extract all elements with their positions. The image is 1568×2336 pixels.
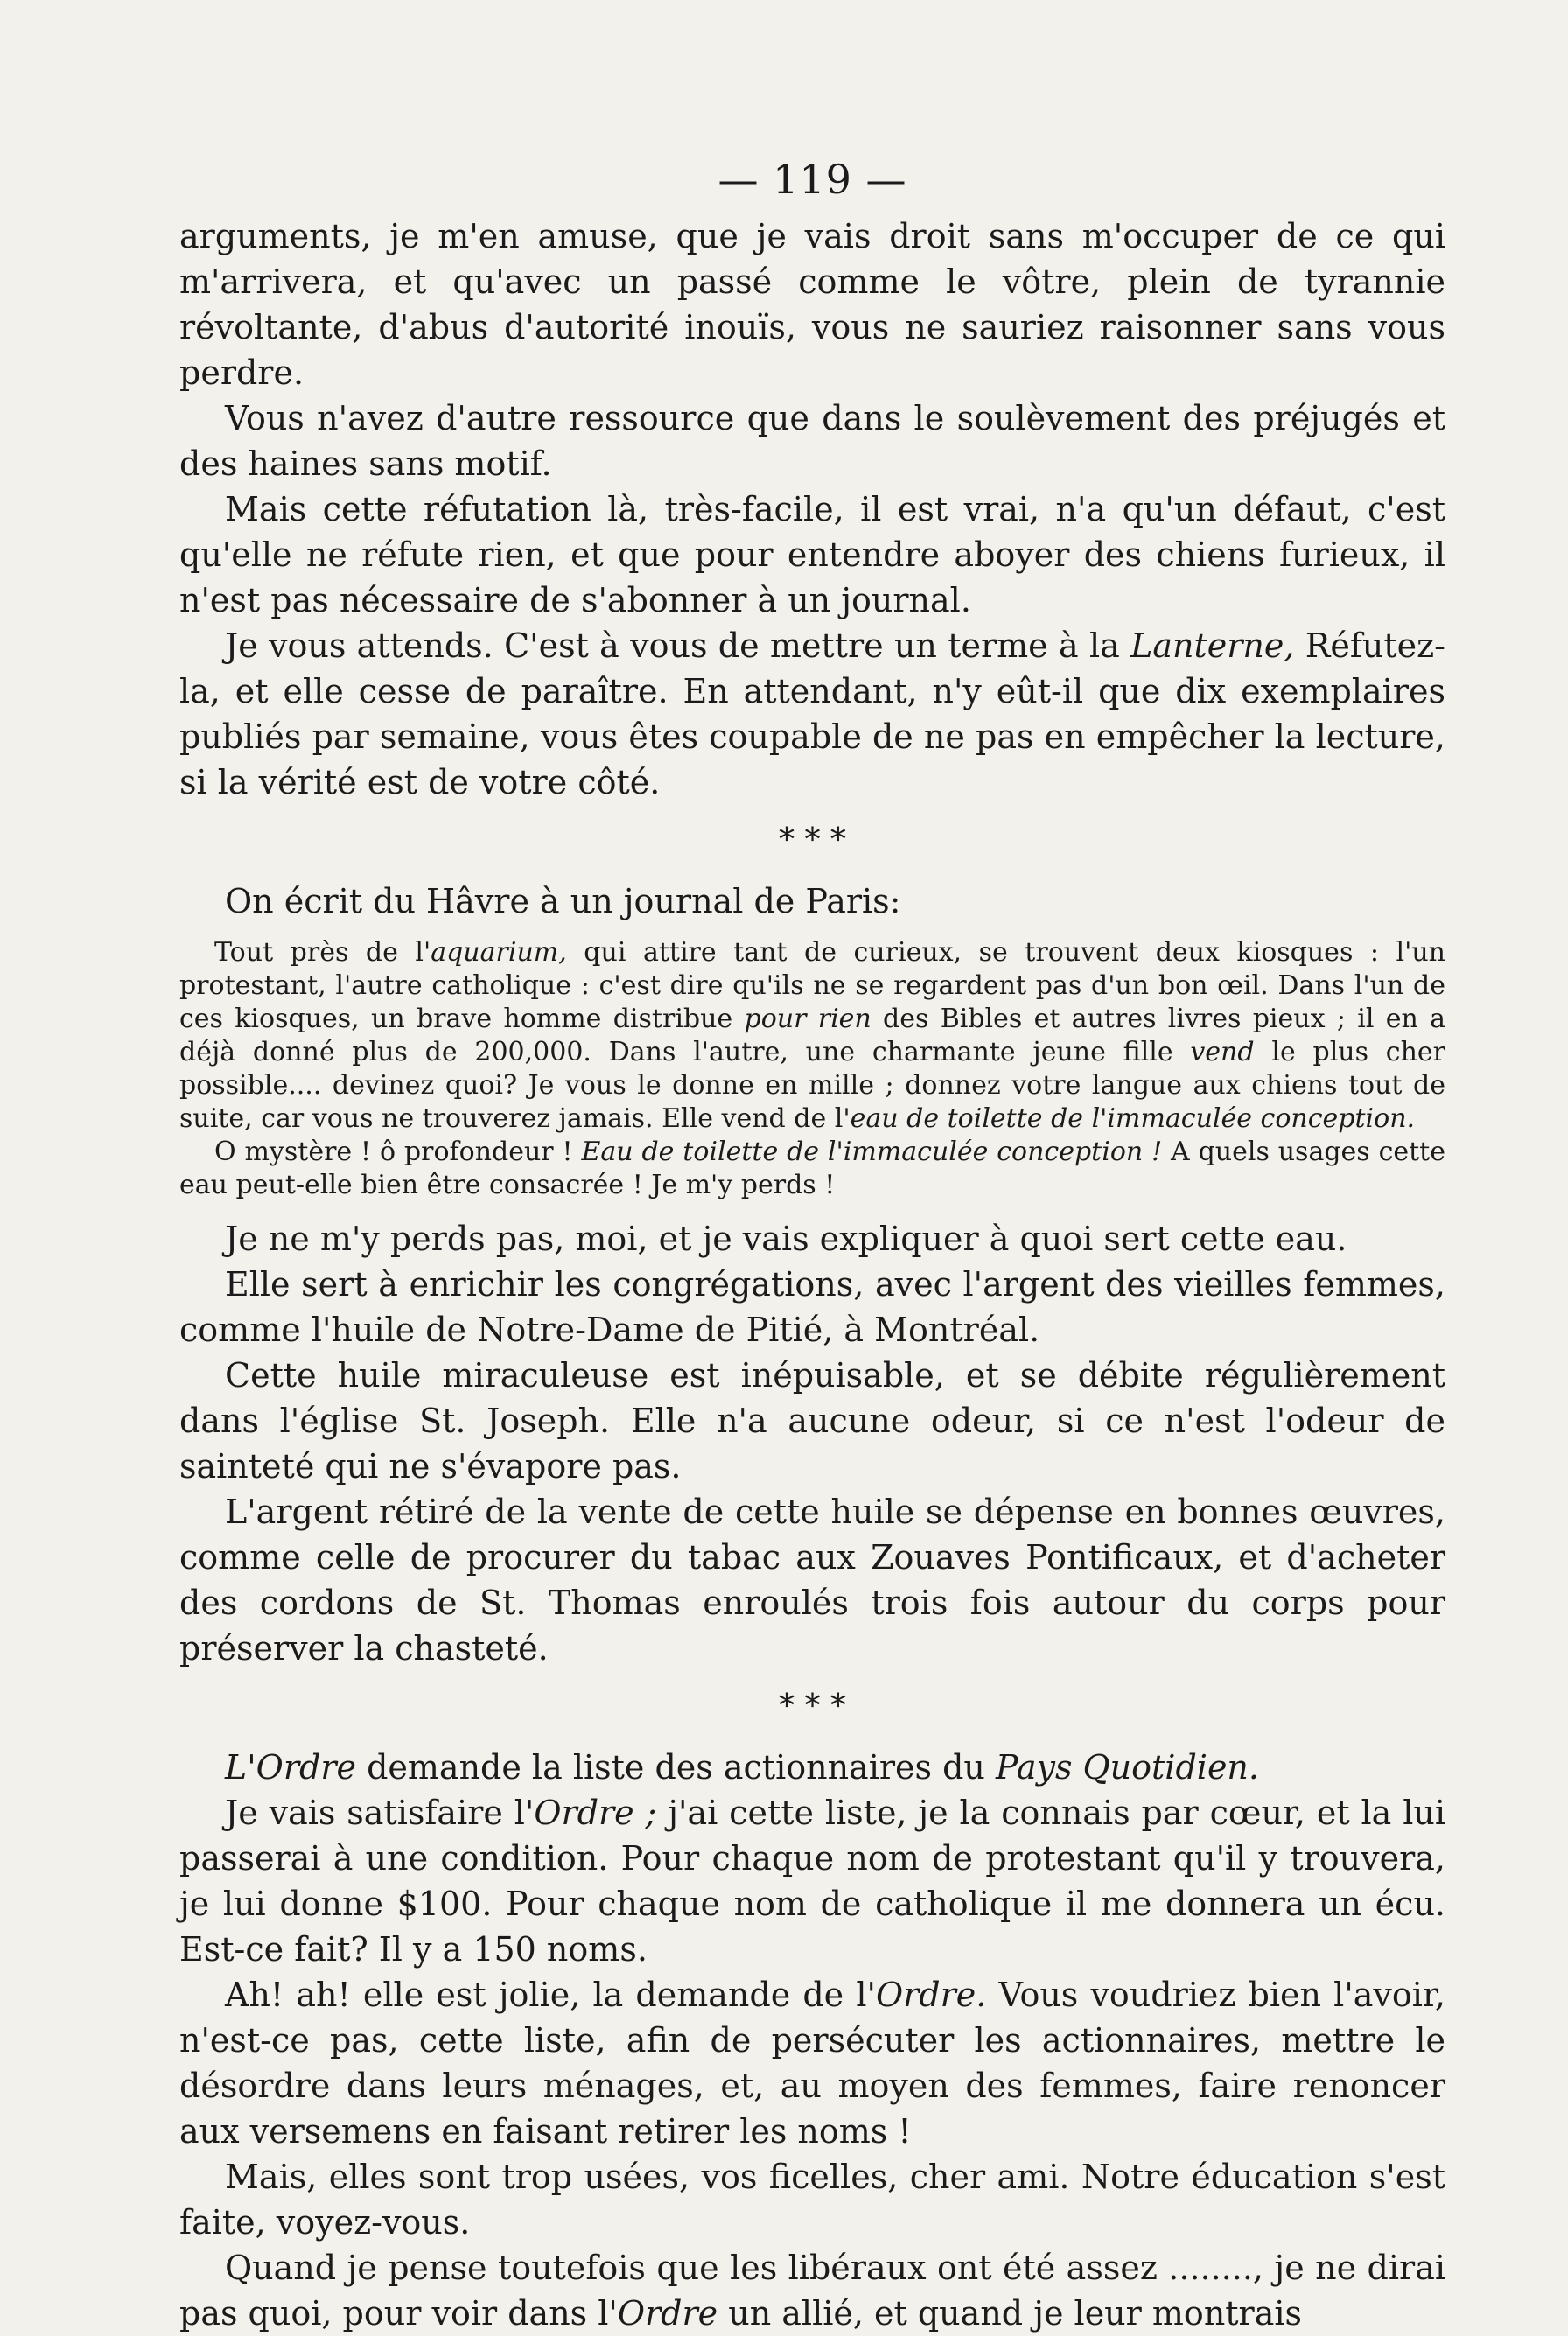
text-run: Tout près de l' [214, 937, 431, 968]
text-run: demande la liste des actionnaires du [355, 1748, 996, 1787]
italic-run-eau-2: Eau de toilette de l'immaculée conception ! [581, 1137, 1163, 1167]
italic-run-lanterne: Lanterne, [1130, 626, 1295, 665]
italic-run-ordre-3: Ordre. [875, 1976, 987, 2014]
paragraph-je-ne-m-y-perds: Je ne m'y perds pas, moi, et je vais expliquer à quoi sert cette eau. [225, 1220, 1348, 1258]
section-separator: * * * [779, 822, 846, 858]
paragraph-quand-je-pense [179, 2245, 1446, 2336]
italic-run-vend: vend [1190, 1037, 1255, 1067]
paragraph-ressource: Vous n'avez d'autre ressource que dans le soulèvement des préjugés et des haines sans motif. [179, 399, 1446, 483]
section-separator: * * * [779, 1689, 846, 1724]
text-run: Je vous attends. C'est à vous de mettre un terme à la [225, 626, 1131, 665]
italic-run-pour-rien: pour rien [744, 1004, 872, 1034]
italic-run-aquarium: aquarium, [430, 937, 567, 968]
paragraph-arguments: arguments, je m'en amuse, que je vais droit sans m'occuper de ce qui m'arrivera, et qu'avec un passé comme le vôtre, plein de tyrannie révoltante, d'abus d'autorité inouïs, vous ne sauriez raisonner sans vous perdre. [179, 217, 1446, 392]
text-run: un allié, et quand je leur montrais [718, 2294, 1303, 2333]
text-run: Réfutez-la, et elle cesse de paraître. En attendant, n'y eût-il que dix exemplaires publiés par semaine, vous êtes coupable de ne pas en empêcher la lecture, si la vérité est de votre côté. [179, 626, 1446, 801]
quote-kiosques [179, 936, 1446, 1136]
italic-run-pays: Pays Quotidien. [995, 1748, 1259, 1787]
paragraph-lanterne [179, 623, 1446, 805]
section-2 [179, 878, 1446, 1671]
text-run: j'ai cette liste, je la connais par cœur, et la lui passerai à une condition. Pour chaque nom de protestant qu'il y trouvera, je lui donne $100. Pour chaque nom de catholique il me donnera un écu. Est-ce fait? Il y a 150 noms. [179, 1794, 1446, 1969]
paragraph-huile: Cette huile miraculeuse est inépuisable, et se débite régulièrement dans l'église St. Joseph. Elle n'a aucune odeur, si ce n'est l'odeur de sainteté qui ne s'évapore pas. [179, 1356, 1446, 1486]
text-run: Ah! ah! elle est jolie, la demande de l' [225, 1976, 876, 2014]
paragraph-argent: L'argent rétiré de la vente de cette huile se dépense en bonnes œuvres, comme celle de procurer du tabac aux Zouaves Pontificaux, et d'acheter des cordons de St. Thomas enroulés trois fois autour du corps pour préserver la chasteté. [179, 1493, 1446, 1668]
paragraph-ah-ah [179, 1972, 1446, 2154]
paragraph-refutation: Mais cette réfutation là, très-facile, il est vrai, n'a qu'un défaut, c'est qu'elle ne réfute rien, et que pour entendre aboyer des chiens furieux, il n'est pas nécessaire de s'abonner à un journal. [179, 490, 1446, 619]
text-run: Je vais satisfaire l' [225, 1794, 535, 1832]
section-3 [179, 1745, 1446, 2336]
text-run: Quand je pense toutefois que les libéraux ont été assez ........, je ne dirai pas quoi, pour voir dans l' [179, 2249, 1446, 2333]
text-run: Vous voudriez bien l'avoir, n'est-ce pas, cette liste, afin de persécuter les actionnaires, mettre le désordre dans leurs ménages, et, au moyen des femmes, faire renoncer aux versemens en faisant retirer les noms ! [179, 1976, 1446, 2151]
page-number: — 119 — [718, 156, 907, 203]
paragraph-ordre-demande [179, 1745, 1446, 1790]
paragraph-ficelles: Mais, elles sont trop usées, vos ficelles, cher ami. Notre éducation s'est faite, voyez-vous. [179, 2158, 1446, 2242]
text-run: qui attire tant de curieux, se trouvent deux kiosques : l'un protestant, l'autre catholique : c'est dire qu'ils ne se regardent pas d'un bon œil. Dans l'un de ces kiosques, un brave homme distribue [179, 937, 1446, 1034]
italic-run-eau: eau de toilette de l'immaculée conception. [850, 1103, 1416, 1134]
paragraph-congregations: Elle sert à enrichir les congrégations, avec l'argent des vieilles femmes, comme l'huile de Notre-Dame de Pitié, à Montréal. [179, 1265, 1446, 1349]
paragraph-satisfaire [179, 1790, 1446, 1972]
italic-run-ordre-2: Ordre ; [534, 1794, 657, 1832]
italic-run-ordre-4: Ordre [617, 2294, 718, 2333]
text-run: O mystère ! ô profondeur ! [214, 1137, 582, 1167]
text-run: des Bibles et autres livres pieux ; il en a déjà donné plus de 200,000. Dans l'autre, une charmante jeune fille [179, 1004, 1446, 1067]
paragraph-intro-havre: On écrit du Hâvre à un journal de Paris: [225, 882, 901, 920]
italic-run-ordre: L'Ordre [225, 1748, 356, 1787]
section-1 [179, 213, 1446, 805]
quote-mystere [179, 1136, 1446, 1202]
text-run: le plus cher possible.... devinez quoi? Je vous le donne en mille ; donnez votre langue aux chiens tout de suite, car vous ne trouverez jamais. Elle vend de l' [179, 1037, 1446, 1134]
text-run: A quels usages cette eau peut-elle bien être consacrée ! Je m'y perds ! [179, 1137, 1446, 1200]
